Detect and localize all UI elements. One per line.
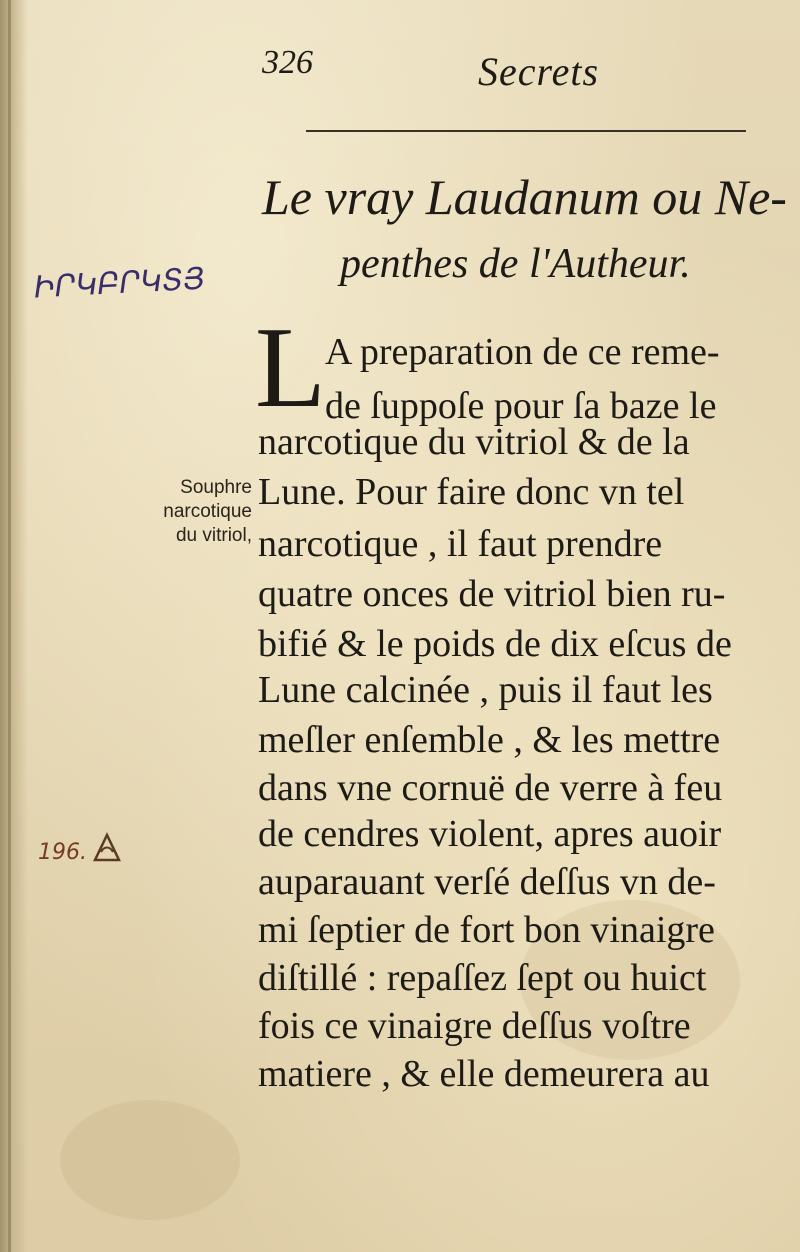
page-number: 326	[262, 44, 313, 81]
binding-edge	[8, 0, 11, 1252]
body-line: quatre onces de vitriol bien ru-	[258, 573, 726, 615]
body-line: matiere , & elle demeurera au	[258, 1053, 710, 1095]
body-line: Lune calcinée , puis il faut les	[258, 669, 713, 711]
body-line: de ſuppoſe pour ſa baze le	[325, 385, 717, 427]
body-line: narcotique , il faut prendre	[258, 523, 663, 565]
header-rule	[306, 130, 746, 132]
margin-note-line: Souphre	[180, 477, 252, 498]
body-line: auparauant verſé deſſus vn de-	[258, 861, 716, 903]
margin-note-line: du vitriol,	[175, 525, 252, 546]
body-line: bifié & le poids de dix eſcus de	[258, 623, 732, 665]
alchemical-symbol-icon	[92, 832, 122, 864]
running-head: Secrets	[478, 49, 600, 94]
page-binding-shadow	[0, 0, 28, 1252]
body-line: fois ce vinaigre deſſus voſtre	[258, 1005, 691, 1047]
body-line: dans vne cornuë de verre à feu	[258, 767, 723, 809]
body-line: de cendres violent, apres auoir	[258, 813, 722, 855]
margin-note-line: narcotique	[163, 501, 252, 522]
chapter-title-line-2: penthes de l'Autheur.	[340, 241, 691, 287]
handwritten-annotation: 196.	[38, 840, 87, 865]
body-line: A preparation de ce reme-	[325, 331, 720, 373]
chapter-title-line-1: Le vray Laudanum ou Ne-	[262, 169, 787, 225]
margin-note	[112, 476, 252, 548]
body-line: Lune. Pour faire donc vn tel	[258, 471, 685, 513]
body-line: mi ſeptier de fort bon vinaigre	[258, 909, 715, 951]
handwritten-annotation: ԻՐԿԲՐԿՏՅ	[33, 261, 207, 306]
paper-stain	[60, 1100, 240, 1220]
body-line: meſler enſemble , & les mettre	[258, 719, 721, 761]
body-line: diſtillé : repaſſez ſept ou huict	[258, 957, 707, 999]
drop-cap: L	[255, 304, 326, 432]
body-line: narcotique du vitriol & de la	[258, 421, 690, 463]
